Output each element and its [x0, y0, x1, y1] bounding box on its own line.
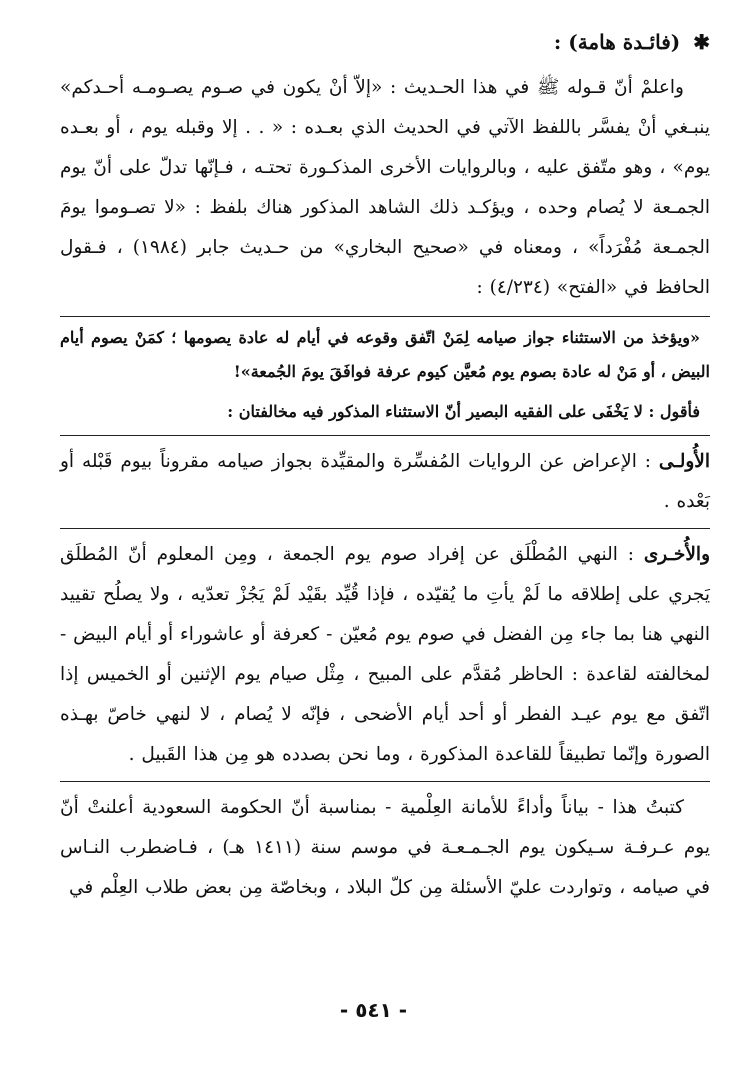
- second-objection-text: : النهي المُطْلَق عن إفراد صوم يوم الجمعة ، ومِن المعلوم أنّ المُطلَق يَجري على إطلاقه ما لَمْ يأتِ ما يُقيّده ، فإذا قُيِّد بقَيْد لَمْ يَجُزْ تعدّيه ، ولا يصلُح تقييد النهي هنا بما جاء مِن الفضل في صوم يوم مُعيّن - كعرفة أو عاشوراء أو أيام البيض - لمخالفته لقاعدة : الحاظر مُقدَّم على المبيح ، مِثْل صيام يوم الإثنين أو الخميس إذا اتّفق مع يوم عيـد الفطر أو أحد أيام الأضحى ، فإنّه لا يُصام ، لا لنهي خاصّ بهـذه الصورة وإنّما تطبيقاً للقاعدة المذكورة ، وما نحن بصدده هو مِن هذا القَبيل .: [60, 544, 710, 765]
- star-icon: ✱: [693, 30, 710, 54]
- note-heading: [60, 22, 710, 62]
- second-objection-lead: والأُخـرى: [643, 544, 710, 565]
- divider: [60, 528, 710, 529]
- page-content: [60, 22, 710, 908]
- divider: [60, 316, 710, 317]
- page-number: - ٥٤١ -: [339, 998, 408, 1022]
- first-objection-text: : الإعراض عن الروايات المُفسِّرة والمقيِّدة بجواز صيامه مقروناً بيوم قَبْله أو بَعْده .: [60, 451, 710, 512]
- paragraph-first-objection: [60, 442, 710, 522]
- paragraph-second-objection: [60, 535, 710, 775]
- divider: [60, 781, 710, 782]
- quote-author-reply: فأقول : لا يَخْفَى على الفقيه البصير أنّ الاستثناء المذكور فيه مخالفتان :: [227, 402, 700, 421]
- note-heading-title: (فائـدة هامة) :: [553, 30, 681, 54]
- first-objection-lead: الأُولـى: [658, 451, 710, 472]
- paragraph-closing: كتبتُ هذا - بياناً وأداءً للأمانة العِلْمية - بمناسبة أنّ الحكومة السعودية أعلنتْ أنّ يوم عـرفـة سـيكون يوم الجـمـعـة في موسم سنة (١٤١١ هـ) ، فـاضطرب النـاس في صيامه ، وتواردت عليّ الأسئلة مِن كلّ البلاد ، وبخاصّة مِن بعض طلاب العِلْم في: [60, 797, 711, 898]
- paragraph-1: واعلمْ أنّ قـوله ﷺ في هذا الحـديث : «إلاّ أنْ يكون في صـوم يصـومـه أحـدكم» ينبـغي أنْ يفسَّر باللفظ الآتي في الحديث الذي بعـده : « . . إلا وقبله يوم ، أو بعـده يوم» ، وهو متّفق عليه ، وبالروايات الأخرى المذكـورة تحتـه ، فـإنّها تدلّ على أنّ يوم الجمـعة لا يُصام وحده ، ويؤكـد ذلك الشاهد المذكور هناك بلفظ : «لا تصـوموا يومَ الجمـعة مُفْرَداً» ، ومعناه في «صحيح البخاري» من حـديث جابر (١٩٨٤) ، فـقول الحافظ في «الفتح» (٤/٢٣٤) :: [60, 77, 710, 298]
- quote-ibn-hajar: «ويؤخذ من الاستثناء جواز صيامه لِمَنْ اتّفق وقوعه في أيام له عادة يصومها ؛ كمَنْ يصوم أيام البيض ، أو مَنْ له عادة بصوم يوم مُعيَّن كيوم عرفة فوافَقَ يومَ الجُمعة»!: [60, 328, 710, 381]
- divider: [60, 435, 710, 436]
